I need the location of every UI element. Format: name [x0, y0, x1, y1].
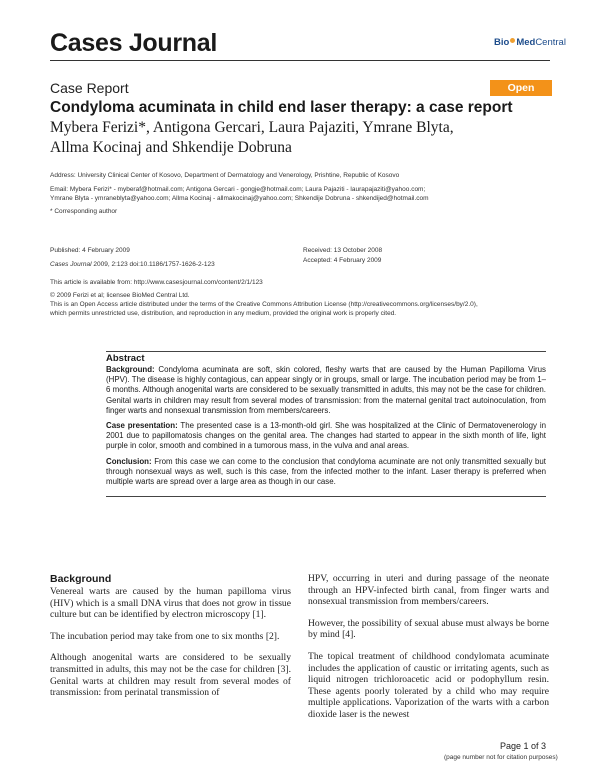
abstract-background — [106, 365, 546, 416]
published-date: Published: 4 February 2009 — [50, 247, 130, 254]
received-date: Received: 13 October 2008 — [303, 247, 383, 254]
open-access-badge: Open Access — [490, 80, 552, 96]
emails-line-2: Ymrane Blyta - ymraneblyta@yahoo.com; Allma Kocinaj - allmakocinaj@yahoo.com; Shkendije Dobruna - shkendijed@hotmail.com — [50, 195, 429, 202]
body-paragraph: The incubation period may take from one to six months [2]. — [50, 630, 280, 642]
logo-med: Med — [516, 37, 536, 48]
article-title: Condyloma acuminata in child end laser therapy: a case report — [50, 99, 513, 116]
citation — [50, 260, 290, 270]
citation-journal: Cases Journal — [50, 260, 92, 268]
page-number: Page 1 of 3 — [500, 741, 547, 751]
authors-line-2: Allma Kocinaj and Shkendije Dobruna — [50, 139, 292, 156]
body-column-left — [50, 586, 291, 709]
logo-central: Central — [535, 37, 566, 48]
author-address: Address: University Clinical Center of Kosovo, Department of Dermatology and Venerology, Prishtine, Republic of Kosovo — [50, 172, 400, 179]
abstract-background-label: Background: — [106, 365, 155, 374]
article-url[interactable]: This article is available from: http://www.casesjournal.com/content/2/1/123 — [50, 279, 263, 286]
body-paragraph: However, the possibility of sexual abuse must always be borne by mind [4]. — [308, 617, 550, 641]
abstract-case-presentation — [106, 421, 546, 452]
author-emails — [50, 185, 555, 203]
logo-dot-icon — [510, 38, 515, 43]
license-line-1: This is an Open Access article distributed under the terms of the Creative Commons Attribution License (http://creativecommons.org/licenses/by/2.0), — [50, 301, 478, 308]
accepted-date: Accepted: 4 February 2009 — [303, 256, 382, 264]
logo-bio: Bio — [494, 37, 510, 48]
abstract-case-text: The presented case is a 13-month-old girl. She was hospitalized at the Clinic of Dermatovenerology in 2001 due to papillomatosis changes on the genital area. The changes had started to appear in the sixth month of life, light purple in color, smooth and combined in a tumorous mass, in the vulva and anal areas. — [106, 421, 546, 451]
copyright-block — [50, 291, 555, 318]
body-paragraph: HPV, occurring in uteri and during passage of the neonate through an HPV-infected birth canal, from finger warts and nonsexual transmission from members/careers. — [308, 573, 549, 608]
publication-info-left — [50, 246, 290, 269]
body-paragraph: Venereal warts are caused by the human papilloma virus (HIV) which is a small DNA virus that does not grow in tissue culture but can be identified by electron microscopy [1]. — [50, 586, 291, 621]
body-paragraph: The topical treatment of childhood condylomata acuminate includes the application of caustic or irritating agents, such as liquid nitrogen trichloroacetic acid or podophyllum resin. These agents poorly tolerated by a child who may require multiple applications. Vaporization of the warts with a carbon dioxide laser is the newest — [308, 650, 549, 720]
author-list — [50, 118, 550, 158]
abstract-heading: Abstract — [106, 353, 145, 364]
authors-line-1: Mybera Ferizi*, Antigona Gercari, Laura Pajaziti, Ymrane Blyta, — [50, 119, 454, 136]
corresponding-author-note: * Corresponding author — [50, 208, 118, 215]
abstract-conclusion — [106, 457, 546, 488]
abstract-conclusion-label: Conclusion: — [106, 456, 152, 466]
abstract-conclusion-text: From this case we can come to the conclusion that condyloma acuminate are not only transmitted sexually but through nonsexual ways as well, such is this case, from the infected mother to the infant. Laser therapy is preferred when multiple warts are spread over a large area as though in our case. — [106, 456, 546, 487]
copyright-line: © 2009 Ferizi et al; licensee BioMed Central Ltd. — [50, 292, 190, 299]
section-heading-background: Background — [50, 573, 112, 585]
abstract-case-label: Case presentation: — [106, 421, 178, 431]
emails-line-1: Email: Mybera Ferizi* - myberaf@hotmail.com; Antigona Gercari - gongje@hotmail.com; Laura Pajaziti - laurapajaziti@yahoo.com; — [50, 186, 426, 193]
page-number-note: (page number not for citation purposes) — [444, 754, 558, 761]
body-column-right — [308, 573, 549, 731]
citation-details: 2009, 2:123 doi:10.1186/1757-1626-2-123 — [91, 260, 215, 268]
biomed-central-logo — [494, 37, 566, 48]
publication-info-right — [303, 246, 503, 265]
license-line-2: which permits unrestricted use, distribution, and reproduction in any medium, provided the original work is properly cited. — [50, 310, 397, 317]
header-rule — [50, 60, 550, 61]
abstract-box — [106, 351, 546, 497]
article-type: Case Report — [50, 80, 129, 96]
body-paragraph: Although anogenital warts are considered to be sexually transmitted in adults, this may not be the case for children [3]. Genital warts at children may result from several modes of transmission: from perinatal transmission of — [50, 652, 291, 699]
journal-title: Cases Journal — [50, 29, 218, 57]
abstract-background-text: Condyloma acuminata are soft, skin colored, fleshy warts that are caused by the Human Papilloma Virus (HPV). The disease is highly contagious, can appear singly or in groups, small or large. The incubation period may be from 1–6 months. Although anogenital warts are considered to be sexually transmitted in adults, this may not be the case for children. Genital warts in children may result from several modes of transmission: from the maternal genital tract autoinoculation, from finger warts and nonsexual transmission from members/careers. — [106, 365, 546, 415]
